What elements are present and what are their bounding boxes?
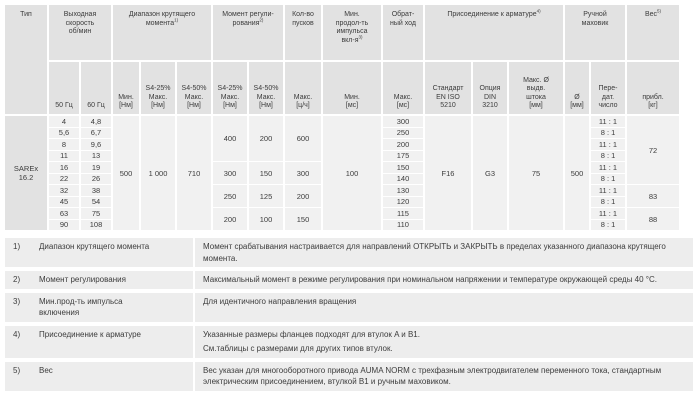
cell-reg-s425: 400	[213, 116, 247, 161]
note-label-4	[5, 326, 193, 358]
cell-starts-max: 600	[285, 116, 321, 161]
subheader-max-cycles: Макс. [ц/ч]	[285, 62, 321, 114]
cell-speed50: 5,6	[49, 128, 79, 139]
cell-torque-min: 500	[113, 116, 139, 230]
note-number: 2)	[13, 275, 21, 284]
cell-speed50: 16	[49, 162, 79, 173]
subheader-stem: Макс. Ø выдв. штока [мм]	[509, 62, 563, 114]
cell-speed60: 38	[81, 185, 111, 196]
cell-backlash: 250	[383, 128, 423, 139]
cell-backlash: 130	[383, 185, 423, 196]
note-label-5	[5, 362, 193, 391]
cell-stem-max: 75	[509, 116, 563, 230]
cell-reg-s450: 125	[249, 185, 283, 207]
cell-handwheel-dia: 500	[565, 116, 589, 230]
subheader-50hz: 50 Гц	[49, 62, 79, 114]
cell-backlash: 200	[383, 139, 423, 150]
subheader-max-ms: Макс. [мс]	[383, 62, 423, 114]
cell-ratio: 11 : 1	[591, 185, 625, 196]
note-number: 4)	[13, 329, 21, 339]
cell-speed60: 9,6	[81, 139, 111, 150]
header-cell-torque-range	[113, 5, 211, 60]
cell-backlash: 140	[383, 174, 423, 185]
subheader-60hz: 60 Гц	[81, 62, 111, 114]
cell-torque-s425-max: 1 000	[141, 116, 175, 230]
cell-backlash: 115	[383, 208, 423, 219]
cell-reg-s425: 300	[213, 162, 247, 184]
cell-reg-s450: 100	[249, 208, 283, 230]
cell-reg-s450: 150	[249, 162, 283, 184]
cell-starts-max: 300	[285, 162, 321, 184]
header-cell-starts	[285, 5, 321, 60]
footnote-ref-5: 5)	[657, 8, 662, 14]
header-label: Диапазон крутящего момента	[128, 11, 196, 27]
header-cell-handwheel	[565, 5, 625, 60]
subheader-min-nm: Мин. [Нм]	[113, 62, 139, 114]
cell-speed60: 4,8	[81, 116, 111, 127]
subheader-option: Опция DIN 3210	[473, 62, 507, 114]
note-label-2	[5, 271, 193, 289]
cell-weight: 83	[627, 185, 679, 207]
cell-speed50: 8	[49, 139, 79, 150]
note-text-5: Вес указан для многооборотного привода AUMA NORM с трехфазным электродвигателем переменного тока, стандартным электрическим присоединением, втулкой B1 и ручным маховиком.	[195, 362, 693, 391]
note-label-3	[5, 293, 193, 322]
note-title: Мин.прод-ть импульса включения	[39, 296, 123, 317]
note-title: Момент регулирования	[39, 275, 126, 284]
cell-ratio: 8 : 1	[591, 197, 625, 208]
cell-type-value: SAREx 16.2	[5, 116, 47, 230]
cell-weight: 72	[627, 116, 679, 184]
cell-speed50: 63	[49, 208, 79, 219]
cell-ratio: 11 : 1	[591, 139, 625, 150]
header-cell-weight	[627, 5, 679, 60]
header-label: Ручной маховик	[581, 11, 609, 27]
subheader-standard: Стандарт EN ISO 5210	[425, 62, 471, 114]
header-cell-output-speed	[49, 5, 111, 60]
cell-speed50: 11	[49, 151, 79, 162]
subheader-s450r-nm: S4-50% Макс. [Нм]	[249, 62, 283, 114]
cell-ratio: 8 : 1	[591, 151, 625, 162]
cell-flange-standard: F16	[425, 116, 471, 230]
cell-backlash: 150	[383, 162, 423, 173]
subheader-approx-kg: прибл. [кг]	[627, 62, 679, 114]
cell-speed50: 45	[49, 197, 79, 208]
table-body	[5, 116, 695, 230]
header-label: Обрат- ный ход	[390, 11, 416, 27]
spec-table	[5, 5, 695, 230]
header-label: Вес	[644, 11, 658, 18]
note-title: Диапазон крутящего момента	[39, 242, 150, 251]
table-header	[5, 5, 695, 114]
cell-weight: 88	[627, 208, 679, 230]
footnote-ref-3: 3)	[358, 34, 363, 40]
cell-speed50: 32	[49, 185, 79, 196]
note-title: Вес	[39, 365, 53, 375]
header-label: Присоединение к арматуре	[447, 11, 537, 18]
note-text-3: Для идентичного направления вращения	[195, 293, 693, 322]
footnotes	[5, 238, 695, 391]
footnote-ref-4: 4)	[536, 8, 541, 14]
cell-torque-s450-max: 710	[177, 116, 211, 230]
cell-backlash: 120	[383, 197, 423, 208]
note-text-2: Максимальный момент в режиме регулирования при номинальном напряжении и температуре окружающей среды 40 °C.	[195, 271, 693, 289]
note-text-line: Указанные размеры фланцев подходят для втулок A и B1.	[203, 329, 420, 339]
subheader-s450-nm: S4-50% Макс. [Нм]	[177, 62, 211, 114]
cell-speed50: 22	[49, 174, 79, 185]
header-label: Тип	[20, 11, 32, 18]
header-label: Момент регули- рования	[222, 11, 274, 27]
cell-reg-s450: 200	[249, 116, 283, 161]
note-title: Присоединение к арматуре	[39, 329, 141, 339]
cell-ratio: 8 : 1	[591, 128, 625, 139]
note-number: 3)	[13, 296, 21, 306]
subheader-s425r-nm: S4-25% Макс. [Нм]	[213, 62, 247, 114]
cell-speed60: 13	[81, 151, 111, 162]
cell-speed60: 75	[81, 208, 111, 219]
note-text-line: См.таблицы с размерами для других типов втулок.	[203, 344, 393, 353]
subheader-dia: Ø [мм]	[565, 62, 589, 114]
note-number: 5)	[13, 365, 21, 375]
cell-starts-max: 150	[285, 208, 321, 230]
cell-speed60: 19	[81, 162, 111, 173]
note-label-1	[5, 238, 193, 267]
cell-speed50: 4	[49, 116, 79, 127]
cell-ratio: 11 : 1	[591, 208, 625, 219]
header-cell-min-pulse	[323, 5, 381, 60]
cell-backlash: 175	[383, 151, 423, 162]
cell-reg-s425: 200	[213, 208, 247, 230]
note-number: 1)	[13, 242, 21, 251]
header-cell-type	[5, 5, 47, 114]
cell-starts-max: 200	[285, 185, 321, 207]
cell-speed50: 90	[49, 220, 79, 231]
subheader-s425-nm: S4-25% Макс. [Нм]	[141, 62, 175, 114]
header-cell-valve-attachment	[425, 5, 563, 60]
footnote-ref-1: 1)	[174, 17, 179, 23]
cell-ratio: 11 : 1	[591, 116, 625, 127]
subheader-ratio: Пере- дат. число	[591, 62, 625, 114]
cell-flange-option: G3	[473, 116, 507, 230]
header-label: Кол-во пусков	[292, 11, 314, 27]
note-text-4	[195, 326, 693, 358]
header-label: Мин. продол-ть импульса вкл-я	[335, 11, 369, 44]
cell-speed60: 26	[81, 174, 111, 185]
cell-backlash: 300	[383, 116, 423, 127]
subheader-min-ms: Мин. [мс]	[323, 62, 381, 114]
cell-speed60: 6,7	[81, 128, 111, 139]
cell-speed60: 54	[81, 197, 111, 208]
header-cell-backlash	[383, 5, 423, 60]
cell-backlash: 110	[383, 220, 423, 231]
footnote-ref-2: 2)	[259, 17, 264, 23]
header-label: Выходная скорость об/мин	[63, 11, 97, 36]
cell-ratio: 11 : 1	[591, 162, 625, 173]
cell-pulse-min: 100	[323, 116, 381, 230]
cell-reg-s425: 250	[213, 185, 247, 207]
header-cell-modulating-torque	[213, 5, 283, 60]
cell-ratio: 8 : 1	[591, 174, 625, 185]
note-text-1: Момент срабатывания настраивается для направлений ОТКРЫТЬ и ЗАКРЫТЬ в пределах указанного диапазона крутящего момента.	[195, 238, 693, 267]
cell-ratio: 8 : 1	[591, 220, 625, 231]
cell-speed60: 108	[81, 220, 111, 231]
